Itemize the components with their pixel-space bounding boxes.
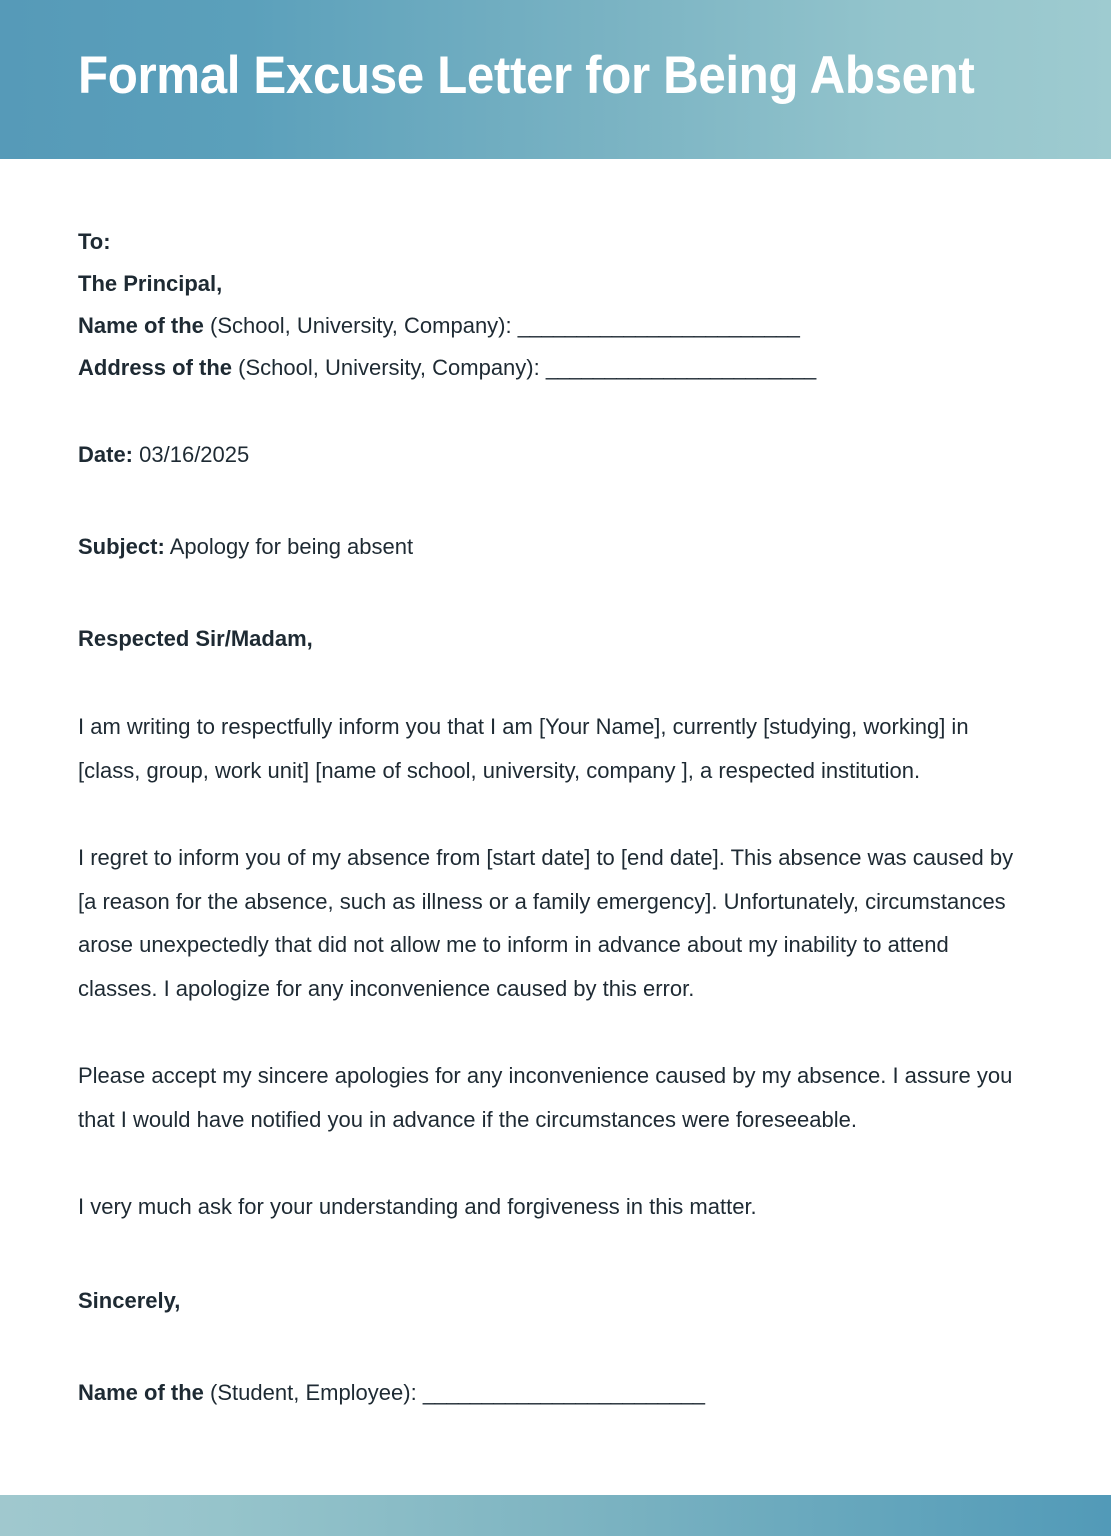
body-paragraph-3: Please accept my sincere apologies for any inconvenience caused by my absence. I assure you that I would have notified you in advance if the circumstances were foreseeable. [78,1063,1013,1132]
institution-address-blank-field[interactable]: _______________________ [545,355,816,380]
signature-name-parenthetical: (Student, Employee): [210,1379,417,1405]
institution-name-blank-field[interactable]: ________________________ [517,313,800,338]
spacer-before-signature [78,1321,1033,1373]
spacer-para-2-3 [78,1010,1033,1054]
to-label: To: [78,229,111,254]
institution-name-label: Name of the [78,313,204,338]
signature-name-blank-field[interactable]: ________________________ [422,1379,705,1405]
signature-name-label: Name of the [78,1379,204,1405]
spacer-para-3-4 [78,1141,1033,1185]
spacer-after-salutation [78,659,1033,705]
spacer-after-subject [78,567,1033,619]
signature-name-line [78,1373,1033,1413]
principal-label: The Principal, [78,271,223,296]
subject-value: Apology for being absent [169,534,414,559]
institution-address-parenthetical: (School, University, Company): [238,355,540,380]
spacer-para-1-2 [78,792,1033,836]
institution-address-label: Address of the [78,355,233,380]
date-label: Date: [78,442,134,467]
recipient-block [78,221,1033,389]
date-value: 03/16/2025 [139,442,250,467]
date-line [78,435,1033,475]
institution-name-parenthetical: (School, University, Company): [210,313,512,338]
spacer-after-date [78,475,1033,527]
recipient-principal-line [78,263,1033,305]
header-banner [0,0,1111,159]
subject-label: Subject: [78,534,165,559]
body-paragraph-1: I am writing to respectfully inform you that I am [Your Name], currently [studying, working] in [class, group, work unit] [name of school, university, company ], a respected institution. [78,714,969,783]
recipient-name-line [78,305,1033,347]
letter-body [0,159,1111,1495]
spacer-after-recipient [78,389,1033,435]
footer-banner [0,1495,1111,1536]
spacer-before-closing [78,1229,1033,1281]
salutation: Respected Sir/Madam, [78,626,313,651]
page-title: Formal Excuse Letter for Being Absent [78,45,975,105]
closing-salutation: Sincerely, [78,1287,181,1313]
body-paragraph-2: I regret to inform you of my absence from [start date] to [end date]. This absence was caused by [a reason for the absence, such as illness or a family emergency]. Unfortunately, circumstances arose unexpectedly that did not allow me to inform in advance about my inability to attend classes. I apologize for any inconvenience caused by this error. [78,845,1014,1001]
recipient-to-line [78,221,1033,263]
subject-line [78,527,1033,567]
recipient-address-line [78,347,1033,389]
body-paragraph-4: I very much ask for your understanding and forgiveness in this matter. [78,1194,757,1219]
